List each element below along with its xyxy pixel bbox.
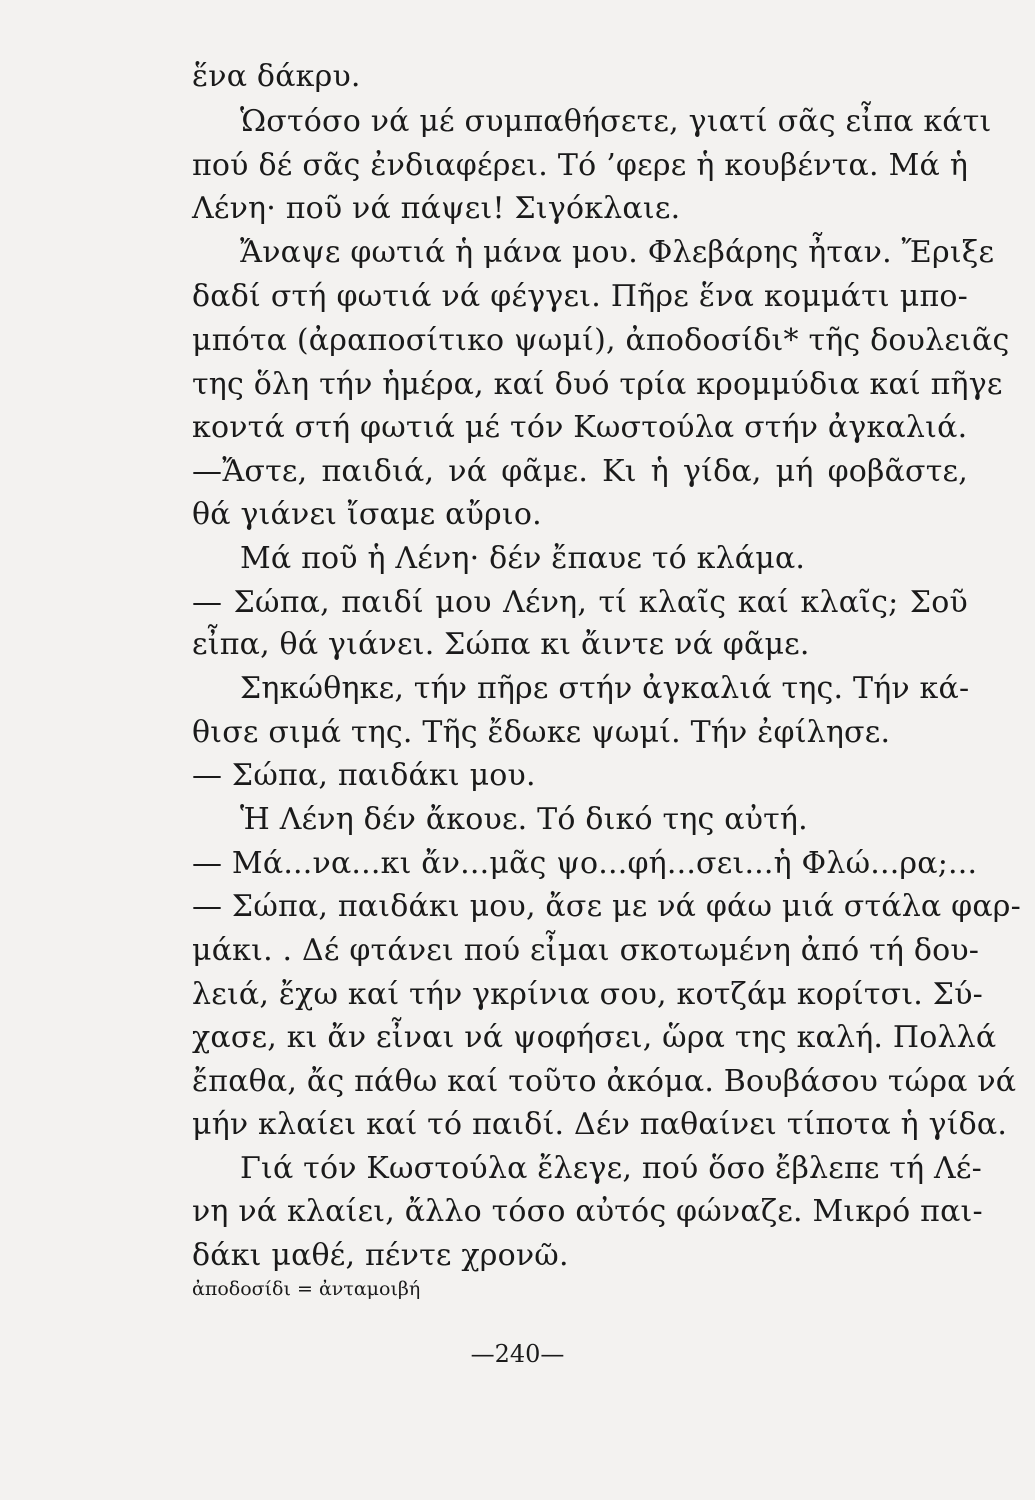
text-line: Σηκώθηκε, τήν πῆρε στήν ἀγκαλιά της. Τήν κά- (240, 671, 970, 706)
text-line: νη νά κλαίει, ἄλλο τόσο αὐτός φώναζε. Μικρό παι- (192, 1194, 983, 1229)
page-number: —240— (470, 1340, 565, 1368)
text-line: — Μά...να...κι ἄν...μᾶς ψο...φή...σει...ἡ Φλώ...ρα;... (192, 846, 978, 881)
text-line: δαδί στή φωτιά νά φέγγει. Πῆρε ἕνα κομμάτι μπο- (192, 279, 968, 314)
text-line: Γιά τόν Κωστούλα ἔλεγε, πού ὅσο ἔβλεπε τή Λέ- (240, 1151, 982, 1186)
text-line: δάκι μαθέ, πέντε χρονῶ. (192, 1238, 569, 1273)
text-line: εἶπα, θά γιάνει. Σώπα κι ἄιντε νά φᾶμε. (192, 627, 810, 662)
text-line: θά γιάνει ἴσαμε αὔριο. (192, 497, 542, 532)
text-line: — Σώπα, παιδάκι μου, ἄσε με νά φάω μιά στάλα φαρ- (192, 889, 1021, 924)
text-line: της ὅλη τήν ἡμέρα, καί δυό τρία κρομμύδια καί πῆγε (192, 367, 1003, 402)
text-line: — Σώπα, παιδάκι μου. (192, 758, 536, 793)
text-line: ἕνα δάκρυ. (192, 59, 361, 94)
text-line: Ἡ Λένη δέν ἄκουε. Τό δικό της αὐτή. (240, 802, 808, 837)
text-line: μήν κλαίει καί τό παιδί. Δέν παθαίνει τίποτα ἡ γίδα. (192, 1107, 1008, 1142)
text-line: μπότα (ἀραποσίτικο ψωμί), ἀποδοσίδι* τῆς δουλειᾶς (192, 323, 1010, 358)
text-line: — Σώπα, παιδί μου Λένη, τί κλαῖς καί κλαῖς; Σοῦ (192, 585, 968, 620)
text-line: Ὡστόσο νά μέ συμπαθήσετε, γιατί σᾶς εἶπα κάτι (240, 104, 992, 139)
text-line: κοντά στή φωτιά μέ τόν Κωστούλα στήν ἀγκαλιά. (192, 410, 968, 445)
text-line: πού δέ σᾶς ἐνδιαφέρει. Τό ’φερε ἡ κουβέντα. Μά ἡ (192, 148, 968, 183)
text-line: Λένη· ποῦ νά πάψει! Σιγόκλαιε. (192, 191, 681, 226)
text-line: μάκι. . Δέ φτάνει πού εἶμαι σκοτωμένη ἀπό τή δου- (192, 933, 980, 968)
text-line: —Ἄστε, παιδιά, νά φᾶμε. Κι ἡ γίδα, μή φοβᾶστε, (192, 454, 968, 489)
text-line: χασε, κι ἄν εἶναι νά ψοφήσει, ὥρα της καλή. Πολλά (192, 1020, 997, 1055)
footnote: ἀποδοσίδι = ἀνταμοιβή (192, 1278, 421, 1300)
text-line: Ἄναψε φωτιά ἡ μάνα μου. Φλεβάρης ἦταν. Ἔριξε (240, 235, 995, 270)
text-line: θισε σιμά της. Τῆς ἔδωκε ψωμί. Τήν ἐφίλησε. (192, 715, 891, 750)
text-line: λειά, ἔχω καί τήν γκρίνια σου, κοτζάμ κορίτσι. Σύ- (192, 977, 983, 1012)
text-line: Μά ποῦ ἡ Λένη· δέν ἔπαυε τό κλάμα. (240, 541, 806, 576)
text-line: ἔπαθα, ἄς πάθω καί τοῦτο ἀκόμα. Βουβάσου τώρα νά (192, 1064, 1017, 1099)
